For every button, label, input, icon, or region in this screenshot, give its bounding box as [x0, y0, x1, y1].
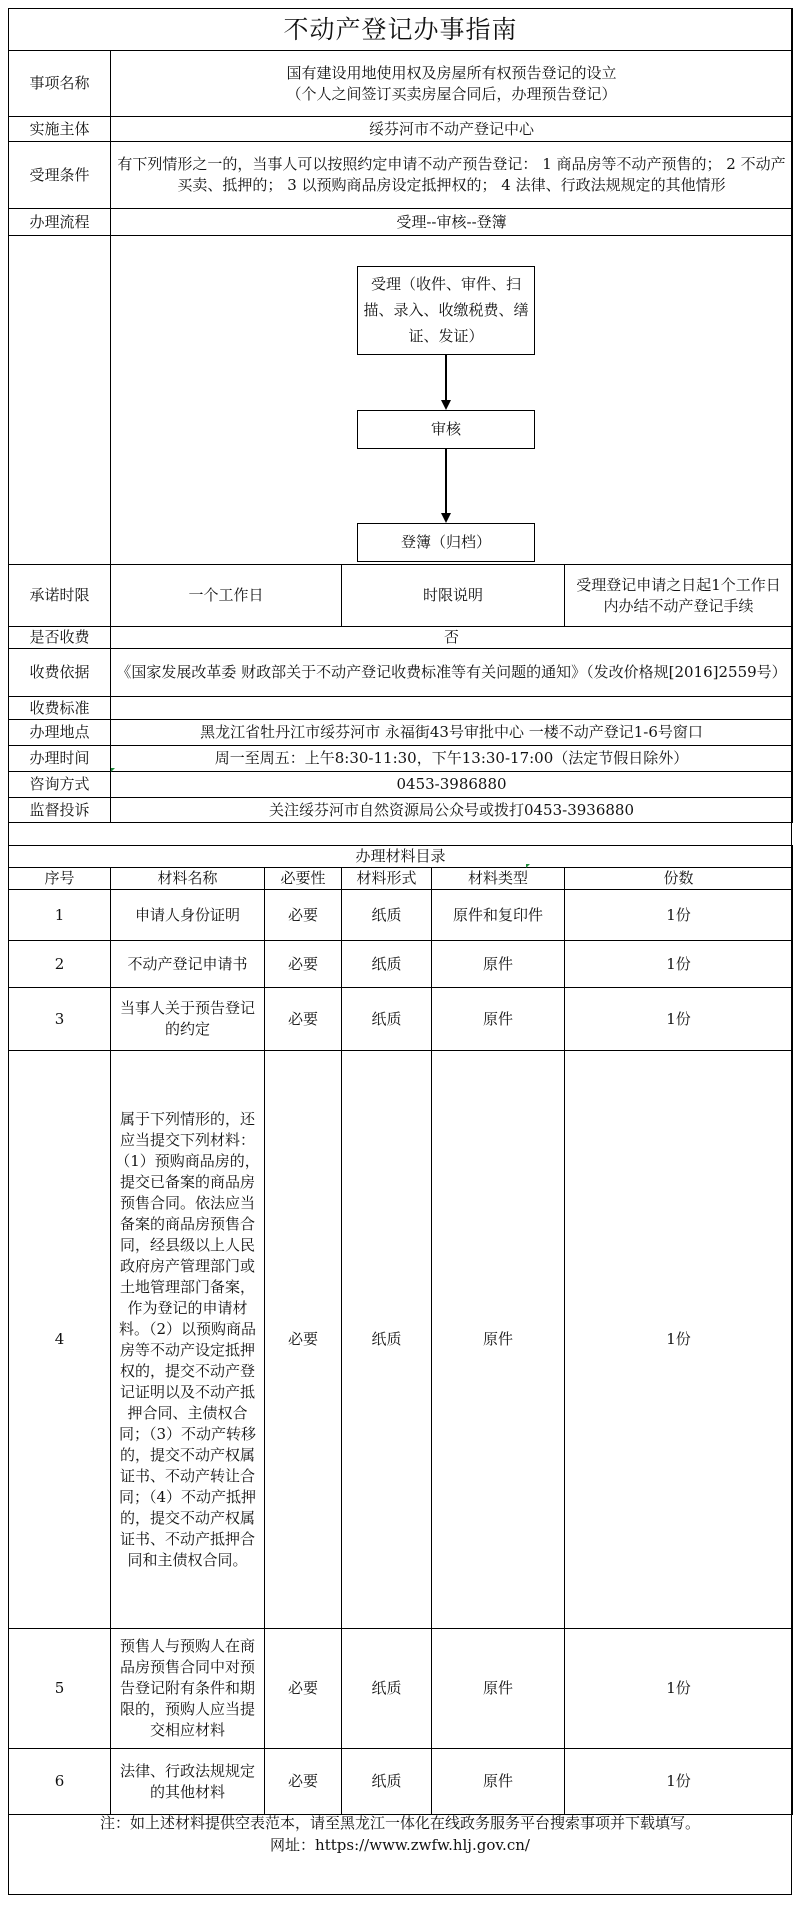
table-row	[9, 1749, 793, 1815]
row-type: 原件	[432, 1051, 565, 1629]
consult-value: 0453-3986880	[111, 772, 793, 798]
conditions-value: 有下列情形之一的，当事人可以按照约定申请不动产预告登记： 1 商品房等不动产预售的； 2 不动产买卖、抵押的； 3 以预购商品房设定抵押权的； 4 法律、行政法规规定的其他情形	[111, 142, 793, 209]
row-copies: 1份	[565, 988, 793, 1051]
col-header-form: 材料形式	[342, 868, 432, 890]
row-no: 6	[9, 1749, 111, 1815]
col-header-name: 材料名称	[111, 868, 265, 890]
label-promise-time: 承诺时限	[9, 565, 111, 627]
row-copies: 1份	[565, 941, 793, 988]
fee-basis-value: 《国家发展改革委 财政部关于不动产登记收费标准等有关问题的通知》（发改价格规[2016]2559号）	[111, 649, 793, 697]
row-form: 纸质	[342, 890, 432, 941]
row-type: 原件	[432, 988, 565, 1051]
materials-heading: 办理材料目录	[9, 846, 793, 868]
row-required: 必要	[265, 1749, 342, 1815]
label-consult: 咨询方式	[9, 772, 111, 798]
materials-table	[8, 845, 793, 1815]
label-fee-basis: 收费依据	[9, 649, 111, 697]
label-location: 办理地点	[9, 720, 111, 746]
col-header-required: 必要性	[265, 868, 342, 890]
footer-note	[8, 1812, 792, 1856]
footer-note-url: 网址：https://www.zwfw.hlj.gov.cn/	[270, 1836, 530, 1854]
footer-note-line1: 注：如上述材料提供空表范本，请至黑龙江一体化在线政务服务平台搜索事项并下载填写。	[99, 1814, 700, 1832]
materials-header-row	[9, 868, 793, 890]
location-value: 黑龙江省牡丹江市绥芬河市 永福街43号审批中心 一楼不动产登记1-6号窗口	[111, 720, 793, 746]
row-no: 4	[9, 1051, 111, 1629]
cell-comment-marker	[526, 864, 530, 868]
cell-comment-marker	[111, 768, 115, 772]
row-name: 申请人身份证明	[111, 890, 265, 941]
item-name-line1: 国有建设用地使用权及房屋所有权预告登记的设立	[286, 63, 617, 82]
row-name: 预售人与预购人在商品房预售合同中对预告登记附有条件和期限的，预购人应当提交相应材料	[111, 1629, 265, 1749]
col-header-no: 序号	[9, 868, 111, 890]
row-type: 原件	[432, 1629, 565, 1749]
flow-label-blank	[9, 236, 111, 565]
row-required: 必要	[265, 1629, 342, 1749]
row-no: 3	[9, 988, 111, 1051]
row-required: 必要	[265, 890, 342, 941]
row-form: 纸质	[342, 1749, 432, 1815]
table-row	[9, 1051, 793, 1629]
flow-step-register: 登簿（归档）	[357, 523, 535, 562]
row-name: 不动产登记申请书	[111, 941, 265, 988]
row-no: 2	[9, 941, 111, 988]
row-copies: 1份	[565, 1629, 793, 1749]
table-row	[9, 988, 793, 1051]
flow-step-review: 审核	[357, 410, 535, 449]
row-copies: 1份	[565, 890, 793, 941]
row-type: 原件	[432, 941, 565, 988]
time-note-label: 时限说明	[342, 565, 565, 627]
process-value: 受理--审核--登簿	[111, 209, 793, 236]
row-type: 原件和复印件	[432, 890, 565, 941]
label-subject: 实施主体	[9, 117, 111, 142]
item-name-line2: （个人之间签订买卖房屋合同后，办理预告登记）	[286, 84, 617, 103]
row-form: 纸质	[342, 1051, 432, 1629]
row-name: 当事人关于预告登记的约定	[111, 988, 265, 1051]
row-name: 法律、行政法规规定的其他材料	[111, 1749, 265, 1815]
promise-time-value: 一个工作日	[111, 565, 342, 627]
table-row	[9, 941, 793, 988]
row-required: 必要	[265, 1051, 342, 1629]
flow-arrow-1	[445, 355, 447, 401]
label-item-name: 事项名称	[9, 51, 111, 117]
label-fee-standard: 收费标准	[9, 697, 111, 720]
hours-value: 周一至周五：上午8:30-11:30，下午13:30-17:00（法定节假日除外）	[111, 746, 793, 772]
flow-arrowhead-1	[441, 400, 451, 410]
row-copies: 1份	[565, 1051, 793, 1629]
label-process: 办理流程	[9, 209, 111, 236]
subject-value: 绥芬河市不动产登记中心	[111, 117, 793, 142]
row-no: 1	[9, 890, 111, 941]
table-row	[9, 890, 793, 941]
col-header-type: 材料类型	[432, 868, 565, 890]
label-conditions: 受理条件	[9, 142, 111, 209]
time-note-value: 受理登记申请之日起1个工作日内办结不动产登记手续	[565, 565, 793, 627]
row-copies: 1份	[565, 1749, 793, 1815]
col-header-copies: 份数	[565, 868, 793, 890]
fee-standard-value	[111, 697, 793, 720]
row-form: 纸质	[342, 941, 432, 988]
flow-arrow-2	[445, 449, 447, 514]
supervise-value: 关注绥芬河市自然资源局公众号或拨打0453-3936880	[111, 798, 793, 823]
row-name: 属于下列情形的，还应当提交下列材料：（1）预购商品房的，提交已备案的商品房预售合同。依法应当备案的商品房预售合同，经县级以上人民政府房产管理部门或土地管理部门备案，作为登记的申请材料。（2）以预购商品房等不动产设定抵押权的，提交不动产登记证明以及不动产抵押合同、主债权合同；（3）不动产转移的，提交不动产权属证书、不动产转让合同；（4）不动产抵押的，提交不动产权属证书、不动产抵押合同和主债权合同。	[111, 1051, 265, 1629]
page-title: 不动产登记办事指南	[9, 9, 793, 51]
row-type: 原件	[432, 1749, 565, 1815]
row-required: 必要	[265, 988, 342, 1051]
row-form: 纸质	[342, 1629, 432, 1749]
label-is-fee: 是否收费	[9, 627, 111, 649]
flow-step-accept: 受理（收件、审件、扫描、录入、收缴税费、缮证、发证）	[357, 266, 535, 355]
flow-arrowhead-2	[441, 513, 451, 523]
label-supervise: 监督投诉	[9, 798, 111, 823]
row-form: 纸质	[342, 988, 432, 1051]
label-hours: 办理时间	[9, 746, 111, 772]
row-required: 必要	[265, 941, 342, 988]
item-name-value	[111, 51, 793, 117]
table-row	[9, 1629, 793, 1749]
is-fee-value: 否	[111, 627, 793, 649]
row-no: 5	[9, 1629, 111, 1749]
